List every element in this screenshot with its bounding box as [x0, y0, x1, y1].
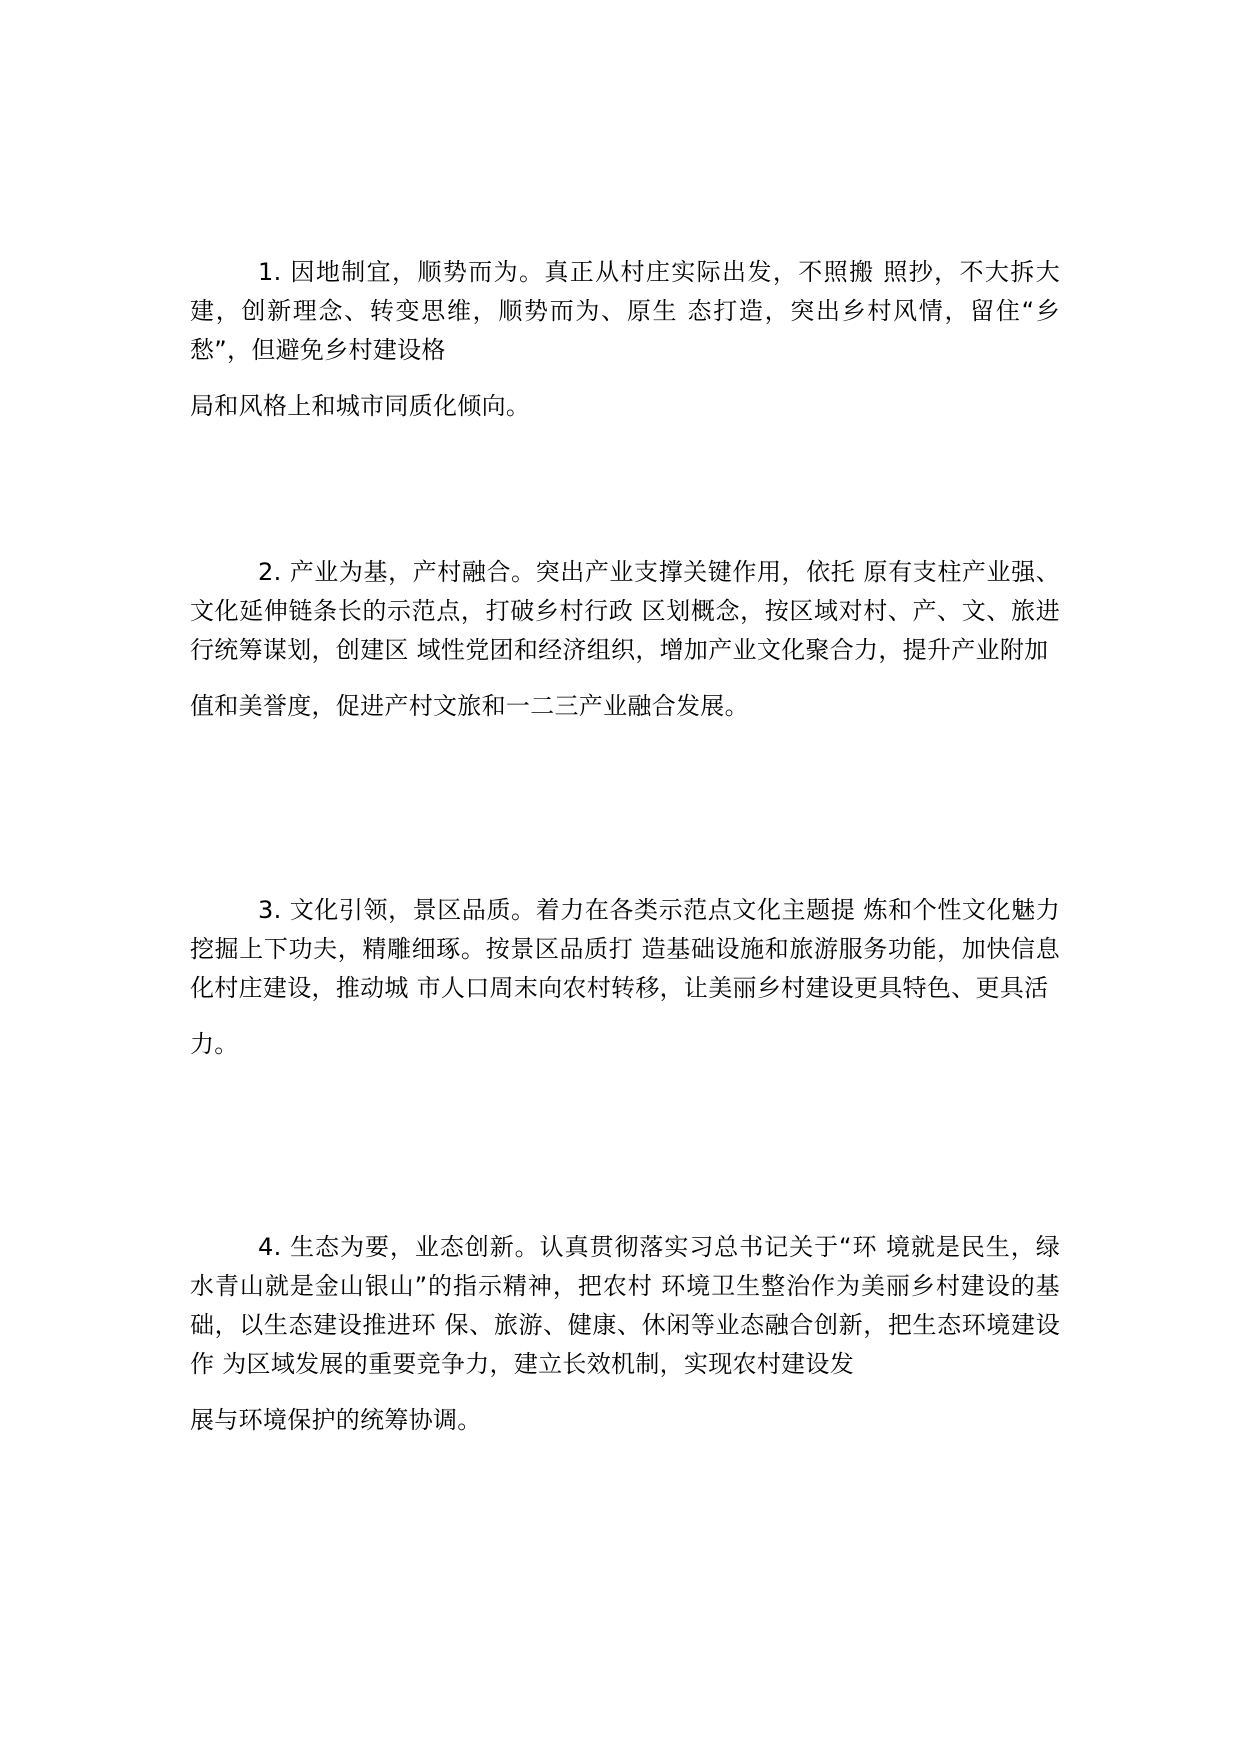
paragraph-3	[190, 891, 1060, 1064]
paragraph-2-body: 2. 产业为基，产村融合。突出产业支撑关键作用，依托 原有支柱产业强、文化延伸链条长的示范点，打破乡村行政 区划概念，按区域对村、产、文、旅进行统筹谋划，创建区 域性党团和经济组织，增加产业文化聚合力，提升产业附加	[190, 558, 1060, 664]
paragraph-3-body: 3. 文化引领，景区品质。着力在各类示范点文化主题提 炼和个性文化魅力挖掘上下功夫，精雕细琢。按景区品质打 造基础设施和旅游服务功能，加快信息化村庄建设，推动城 市人口周末向农村转移，让美丽乡村建设更具特色、更具活	[190, 896, 1060, 1002]
paragraph-4-continuation: 展与环境保护的统筹协调。	[190, 1406, 482, 1434]
paragraph-1-body: 1. 因地制宜，顺势而为。真正从村庄实际出发，不照搬 照抄，不大拆大建，创新理念、转变思维，顺势而为、原生 态打造，突出乡村风情，留住“乡愁”，但避免乡村建设格	[190, 258, 1060, 364]
paragraph-2-continuation: 值和美誉度，促进产村文旅和一二三产业融合发展。	[190, 692, 749, 720]
paragraph-4	[190, 1228, 1060, 1440]
paragraph-1	[190, 253, 1060, 426]
paragraph-3-continuation: 力。	[190, 1030, 239, 1058]
paragraph-4-body: 4. 生态为要，业态创新。认真贯彻落实习总书记关于“环 境就是民生，绿水青山就是金山银山”的指示精神，把农村 环境卫生整治作为美丽乡村建设的基础，以生态建设推进环 保、旅游、健康、休闲等业态融合创新，把生态环境建设作 为区域发展的重要竞争力，建立长效机制，实现农村建设发	[190, 1233, 1060, 1378]
paragraph-1-continuation: 局和风格上和城市同质化倾向。	[190, 392, 531, 420]
paragraph-2	[190, 553, 1060, 726]
